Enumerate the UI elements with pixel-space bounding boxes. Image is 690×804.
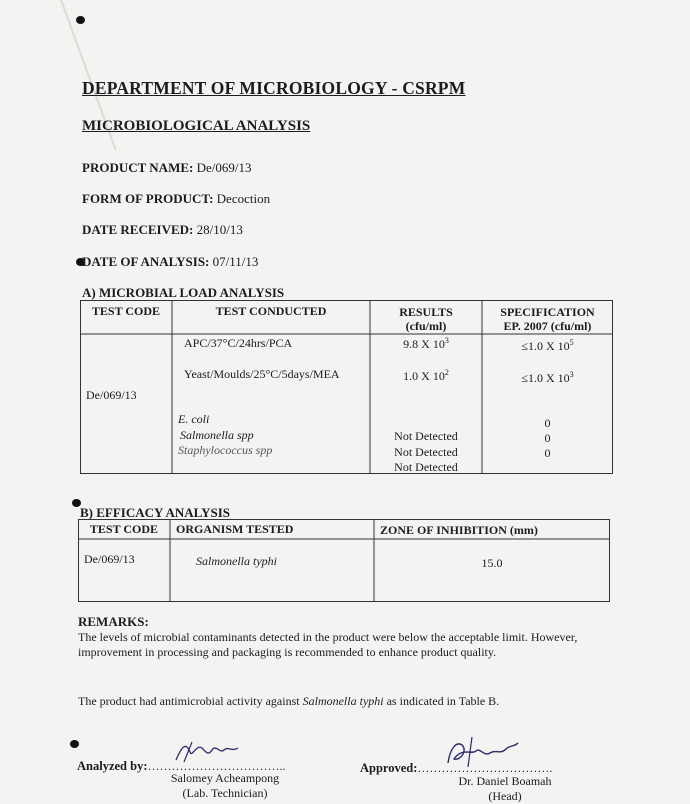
analyst-role: (Lab. Technician) [182, 786, 268, 800]
header-b-zone: ZONE OF INHIBITION (mm) [380, 523, 538, 537]
approver-role: (Head) [488, 789, 522, 803]
microbial-load-heading: A) MICROBIAL LOAD ANALYSIS [82, 285, 285, 300]
spec-salmonella: 0 [544, 431, 551, 445]
date-analysis-label: DATE OF ANALYSIS: [82, 254, 210, 269]
header-results [370, 305, 482, 333]
remarks-activity-line: The product had antimicrobial activity against Salmonella typhi as indicated in Table B. [78, 694, 500, 708]
result-salmonella: Not Detected [394, 445, 458, 459]
test-yeast-moulds: Yeast/Moulds/25°C/5days/MEA [184, 367, 340, 381]
microbial-load-table [80, 300, 614, 475]
header-test-code: TEST CODE [91, 304, 161, 318]
b-zone-cell: 15.0 [481, 556, 503, 570]
spec-ecoli: 0 [544, 416, 551, 430]
header-spec-line2: EP. 2007 (cfu/ml) [503, 319, 592, 333]
department-title: DEPARTMENT OF MICROBIOLOGY - CSRPM [82, 78, 466, 98]
test-apc: APC/37°C/24hrs/PCA [184, 336, 293, 350]
header-test-conducted: TEST CONDUCTED [215, 304, 327, 318]
header-results-line1: RESULTS [399, 305, 453, 319]
form-value: Decoction [216, 191, 271, 206]
form-label: FORM OF PRODUCT: [82, 191, 214, 206]
test-salmonella: Salmonella spp [180, 428, 254, 442]
test-code-cell: De/069/13 [86, 388, 137, 402]
date-received-label: DATE RECEIVED: [82, 222, 194, 237]
product-name-label: PRODUCT NAME: [82, 160, 194, 175]
spec-apc: ≤1.0 X $10^5$ [521, 338, 574, 353]
form-of-product-field [82, 191, 270, 207]
header-results-line2: (cfu/ml) [405, 319, 447, 333]
date-analysis-value: 07/11/13 [212, 254, 259, 269]
result-yeast-moulds: 1.0 X $10^2$ [403, 368, 449, 383]
result-ecoli: Not Detected [394, 429, 458, 443]
spec-yeast-moulds: ≤1.0 X $10^3$ [521, 370, 574, 385]
punch-hole-mark [76, 16, 85, 24]
test-staphylococcus: Staphylococcus spp [178, 443, 273, 457]
punch-hole-mark [70, 740, 79, 748]
b-test-code-cell: De/069/13 [84, 552, 135, 566]
spec-staphylococcus: 0 [544, 446, 551, 460]
header-spec-line1: SPECIFICATION [500, 305, 595, 319]
date-of-analysis-field [82, 254, 258, 270]
test-ecoli: E. coli [178, 412, 210, 426]
approved-by-line: Approved:……………………………. [360, 761, 553, 775]
product-name-value: De/069/13 [196, 160, 252, 175]
analyst-name: Salomey Acheampong [170, 771, 280, 785]
approver-name: Dr. Daniel Boamah [458, 774, 552, 788]
approved-label: Approved: [360, 761, 418, 775]
remarks-paragraph: The levels of microbial contaminants detected in the product were below the acceptable limit. However, improvement in processing and packaging is recommended to enhance product quality. [78, 630, 578, 659]
header-b-organism: ORGANISM TESTED [176, 522, 294, 536]
efficacy-heading: B) EFFICACY ANALYSIS [80, 505, 231, 520]
b-organism-cell: Salmonella typhi [196, 554, 277, 568]
analyzed-by-line: Analyzed by:…………………………….. [77, 759, 286, 773]
efficacy-table [78, 519, 611, 603]
analyzed-by-label: Analyzed by: [77, 759, 148, 773]
date-received-value: 28/10/13 [196, 222, 243, 237]
result-staphylococcus: Not Detected [394, 460, 458, 474]
result-apc: 9.8 X $10^3$ [403, 336, 449, 351]
approver-signature [442, 735, 522, 769]
header-b-test-code: TEST CODE [89, 522, 159, 536]
analysis-title: MICROBIOLOGICAL ANALYSIS [82, 118, 311, 134]
remarks-heading: REMARKS: [78, 614, 149, 629]
date-received-field [82, 222, 243, 238]
header-specification [482, 305, 613, 333]
analyst-signature [172, 738, 242, 764]
product-name-field [82, 160, 251, 176]
